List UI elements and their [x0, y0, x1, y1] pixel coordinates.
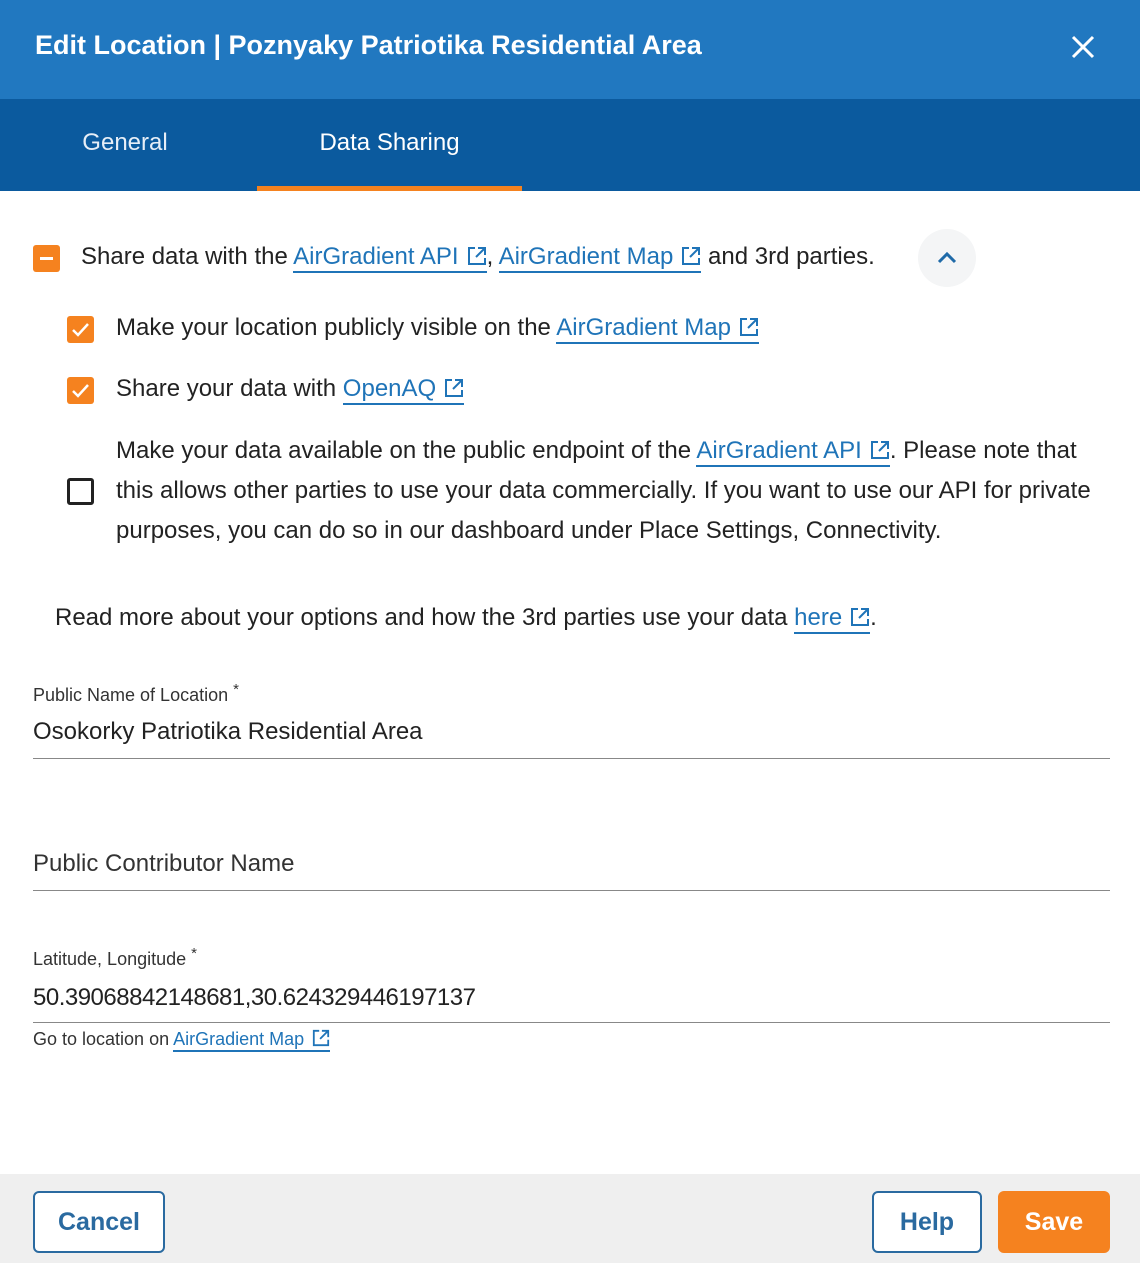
text: Read more about your options and how the 3rd parties use your data [55, 604, 795, 631]
divider [33, 758, 1110, 759]
airgradient-map-link[interactable]: AirGradient Map [556, 314, 759, 344]
save-button[interactable]: Save [998, 1191, 1110, 1253]
text: . Please note that this allows other parties to use your data commercially. If you want to use our API for private purposes, you can do so in our dashboard under Place Settings, Connectivity. [116, 437, 1091, 544]
share-data-label [81, 237, 875, 277]
public-name-label: Public Name of Location * [33, 681, 239, 705]
collapse-button[interactable] [918, 229, 976, 287]
tab-data-sharing[interactable]: Data Sharing [257, 99, 522, 191]
share-data-checkbox[interactable] [33, 245, 60, 272]
help-button[interactable]: Help [872, 1191, 982, 1253]
openaq-link[interactable]: OpenAQ [343, 375, 464, 405]
latlng-label: Latitude, Longitude * [33, 945, 197, 969]
airgradient-map-link[interactable]: AirGradient Map [499, 243, 702, 273]
external-link-icon [870, 440, 890, 460]
external-link-icon [739, 317, 759, 337]
text: , [486, 243, 494, 270]
tab-bar [0, 99, 1140, 191]
goto-location: Go to location on AirGradient Map [33, 1029, 330, 1050]
external-link-icon [681, 246, 701, 266]
divider [33, 890, 1110, 891]
text: Share data with the [81, 243, 294, 270]
text: and 3rd parties. [701, 243, 875, 270]
public-visible-label [116, 308, 759, 348]
external-link-icon [467, 246, 487, 266]
close-icon[interactable] [1066, 30, 1100, 64]
public-api-checkbox[interactable] [67, 478, 94, 505]
openaq-checkbox[interactable] [67, 377, 94, 404]
text: Share your data with [116, 375, 343, 402]
cancel-button[interactable]: Cancel [33, 1191, 165, 1253]
public-api-label [116, 431, 1116, 551]
public-name-input[interactable]: Osokorky Patriotika Residential Area [33, 718, 423, 745]
chevron-up-icon [918, 229, 976, 287]
read-more-text [55, 598, 877, 638]
tab-general[interactable]: General [82, 129, 168, 156]
airgradient-api-link[interactable]: AirGradient API [696, 437, 889, 467]
divider [33, 1022, 1110, 1023]
external-link-icon [444, 378, 464, 398]
text: . [870, 604, 877, 631]
openaq-label [116, 369, 464, 409]
text: Make your data available on the public endpoint of the [116, 437, 697, 464]
external-link-icon [850, 607, 870, 627]
airgradient-api-link[interactable]: AirGradient API [293, 243, 486, 273]
check-icon [67, 377, 94, 404]
dialog-footer [0, 1174, 1140, 1263]
dialog-header [0, 0, 1140, 99]
dialog-title: Edit Location | Poznyaky Patriotika Residential Area [35, 30, 702, 60]
text: Make your location publicly visible on the [116, 314, 557, 341]
check-icon [67, 316, 94, 343]
public-visible-checkbox[interactable] [67, 316, 94, 343]
airgradient-map-link[interactable]: AirGradient Map [173, 1029, 330, 1052]
external-link-icon [312, 1029, 330, 1047]
here-link[interactable]: here [794, 604, 870, 634]
latlng-input[interactable]: 50.39068842148681,30.624329446197137 [33, 984, 476, 1011]
contributor-name-input[interactable]: Public Contributor Name [33, 850, 295, 877]
